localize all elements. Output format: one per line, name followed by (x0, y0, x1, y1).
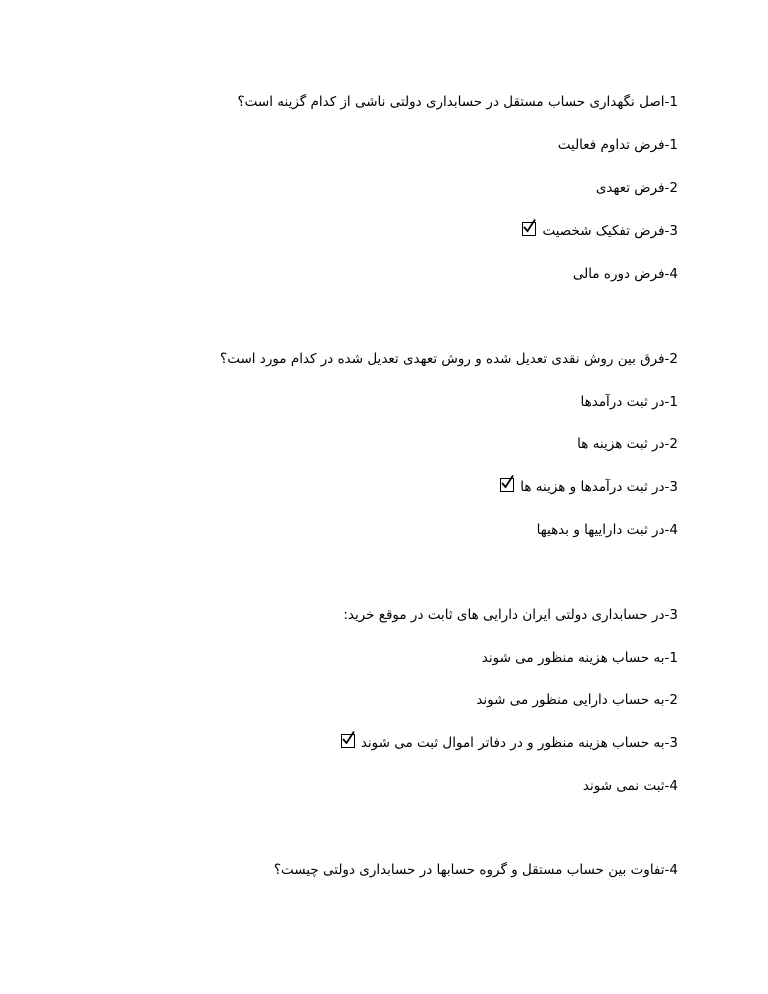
question-1-text: 1-اصل نگهداری حساب مستقل در حسابداری دولتی ناشی از کدام گزینه است؟ (237, 94, 678, 110)
option-label: 3-در ثبت درآمدها و هزینه ها (520, 479, 678, 495)
option-label: 2-در ثبت هزینه ها (577, 436, 678, 452)
option-label: 3-به حساب هزینه منظور و در دفاتر اموال ثبت می شوند (360, 735, 678, 751)
question-3-option-4 (583, 776, 678, 796)
option-label: 2-به حساب دارایی منظور می شوند (476, 692, 678, 708)
question-3-option-3 (341, 733, 678, 753)
checked-box-icon (500, 478, 514, 492)
question-2-option-1 (581, 392, 679, 412)
question-1-option-3 (522, 221, 678, 241)
option-label: 1-فرض تداوم فعالیت (557, 137, 678, 153)
question-4-text: 4-تفاوت بین حساب مستقل و گروه حسابها در حسابداری دولتی چیست؟ (273, 862, 678, 878)
checked-box-icon (522, 222, 536, 236)
question-1-option-1 (558, 135, 678, 155)
question-1-option-2 (596, 178, 678, 198)
option-label: 4-فرض دوره مالی (572, 266, 678, 282)
question-3-option-1 (482, 648, 678, 668)
question-2-option-3 (500, 477, 678, 497)
question-3-text: 3-در حسابداری دولتی ایران دارایی های ثابت در موقع خرید: (343, 607, 678, 623)
option-label: 1-به حساب هزینه منظور می شوند (481, 650, 678, 666)
option-label: 2-فرض تعهدی (595, 180, 678, 196)
question-3-option-2 (476, 690, 678, 710)
question-2-option-2 (577, 434, 678, 454)
option-label: 1-در ثبت درآمدها (580, 394, 678, 410)
question-2-text: 2-فرق بین روش نقدی تعدیل شده و روش تعهدی تعدیل شده در کدام مورد است؟ (220, 351, 678, 367)
option-label: 3-فرض تفکیک شخصیت (542, 223, 678, 239)
question-1-option-4 (573, 264, 678, 284)
question-2-option-4 (537, 520, 678, 540)
checked-box-icon (341, 734, 355, 748)
option-label: 4-در ثبت داراییها و بدهیها (536, 522, 678, 538)
option-label: 4-ثبت نمی شوند (582, 778, 678, 794)
